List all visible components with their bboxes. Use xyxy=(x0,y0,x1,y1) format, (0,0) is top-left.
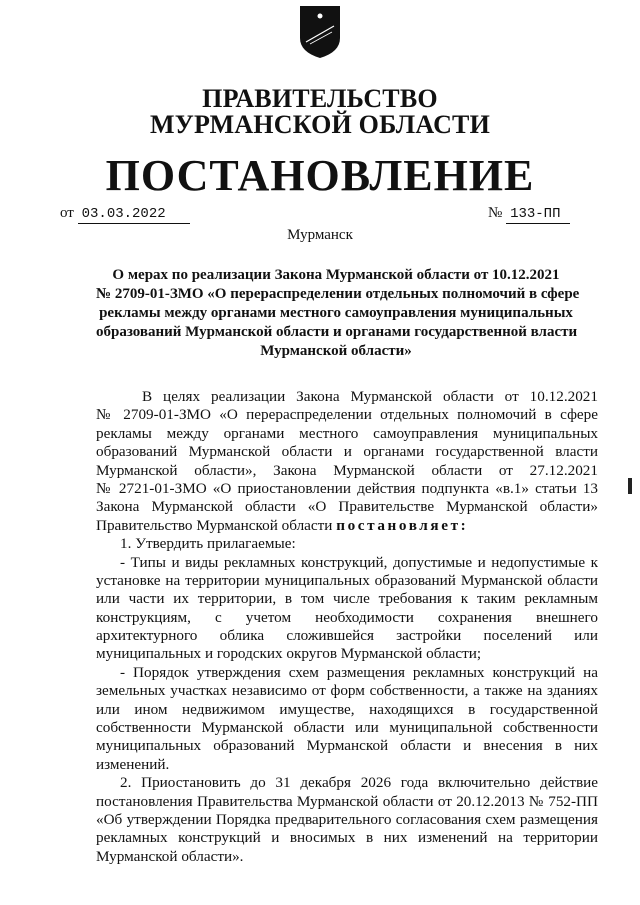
number-prefix: № xyxy=(488,205,503,221)
body-line: земельных участках независимо от форм собственности, а также на зданиях xyxy=(96,682,598,700)
date-value: 03.03.2022 xyxy=(78,205,190,224)
body-line: «Об утверждении Порядка предварительного согласования схем размещения xyxy=(96,810,598,828)
body-line: В целях реализации Закона Мурманской области от 10.12.2021 xyxy=(142,388,598,405)
org-name-line1: ПРАВИТЕЛЬСТВО xyxy=(202,84,438,113)
body-line: муниципальных и городских округов Мурманской области; xyxy=(96,645,482,663)
body-line: конструкциям, с учетом необходимости сохранения внешнего xyxy=(96,608,598,626)
body-line: или ином недвижимом имуществе, находящихся в государственной xyxy=(96,700,598,718)
title-line: О мерах по реализации Закона Мурманской области от 10.12.2021 xyxy=(112,267,560,283)
item-heading: 1. Утвердить прилагаемые: xyxy=(120,535,296,553)
body-line: собственности Мурманской области или муниципальной собственности xyxy=(96,719,598,737)
body-line: архитектурного облика сложившейся застройки поселений или xyxy=(96,627,598,645)
document-date xyxy=(60,204,190,224)
body-line: рекламы между органами местного самоуправления муниципальных xyxy=(96,424,598,442)
document-type: ПОСТАНОВЛЕНИЕ xyxy=(105,151,535,200)
body-line: муниципальных образований Мурманской области и внесения в них xyxy=(96,737,598,755)
number-value: 133-ПП xyxy=(506,205,570,224)
resolves-word: постановляет: xyxy=(336,516,469,534)
body-line: постановления Правительства Мурманской области от 20.12.2013 № 752-ПП xyxy=(96,792,598,810)
title-line: № 2709-01-ЗМО «О перераспределении отдельных полномочий в сфере xyxy=(96,286,580,302)
document-body xyxy=(96,388,598,866)
body-line: образований Мурманской области и органами государственной власти xyxy=(96,443,598,461)
title-line: образований Мурманской области и органами государственной власти xyxy=(96,324,578,340)
body-line: № 2721-01-ЗМО «О приостановлении действия подпункта «в.1» статьи 13 xyxy=(96,479,598,497)
body-line: 2. Приостановить до 31 декабря 2026 года включительно действие xyxy=(120,774,598,792)
body-line: рекламных конструкций и вносимых в них изменений на территории xyxy=(96,829,598,847)
title-line: рекламы между органами местного самоуправления муниципальных xyxy=(99,305,573,321)
body-line: установке на территории муниципальных образований Мурманской области xyxy=(96,571,598,589)
body-line: № 2709-01-ЗМО «О перераспределении отдельных полномочий в сфере xyxy=(96,406,598,424)
body-line: изменений. xyxy=(96,755,170,773)
government-name: Правительство Мурманской области xyxy=(96,516,333,534)
org-name-line2: МУРМАНСКОЙ ОБЛАСТИ xyxy=(149,110,491,139)
body-line: - Типы и виды рекламных конструкций, допустимые и недопустимые к xyxy=(120,553,598,571)
document-number xyxy=(488,204,570,224)
body-line: Мурманской области», Закона Мурманской области от 27.12.2021 xyxy=(96,461,598,479)
body-line: - Порядок утверждения схем размещения рекламных конструкций на xyxy=(120,663,598,681)
city-name: Мурманск xyxy=(287,227,353,243)
body-line: Закона Мурманской области «О Правительстве Мурманской области» xyxy=(96,498,598,516)
body-line: или части их территории, в том числе требования к таким рекламным xyxy=(96,590,598,608)
scan-edge-mark xyxy=(628,478,632,494)
coat-of-arms-emblem xyxy=(296,4,344,60)
title-line: Мурманской области» xyxy=(260,343,412,359)
body-line xyxy=(96,517,598,535)
body-line: Мурманской области». xyxy=(96,847,244,865)
date-prefix: от xyxy=(60,205,74,221)
document-title xyxy=(96,266,580,361)
